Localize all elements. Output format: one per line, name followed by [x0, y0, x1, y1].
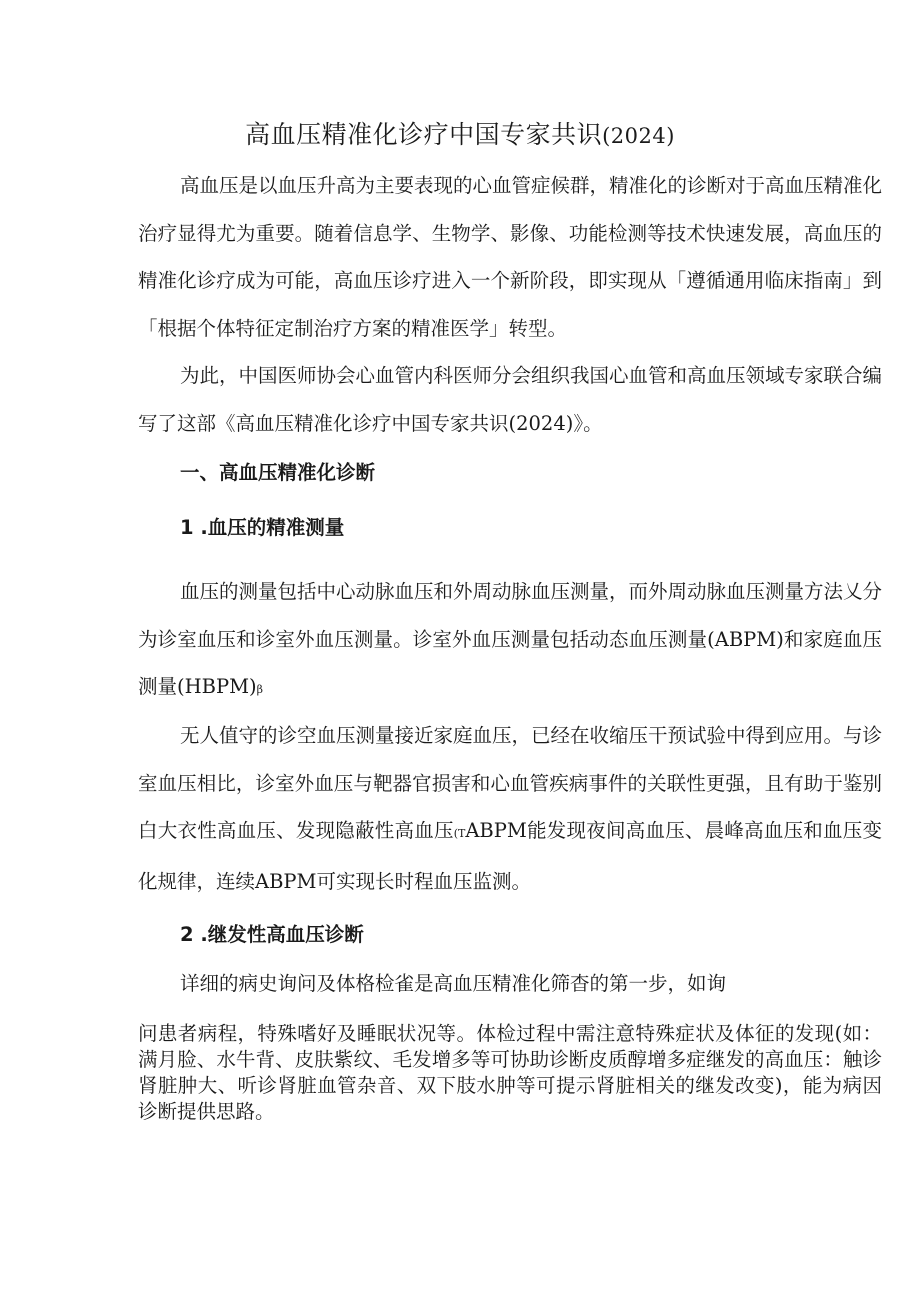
subsection-heading-2: 2 .继发性高血压诊断 [180, 923, 364, 946]
secondary-paragraph: 问患者病程，特殊嗜好及睡眠状况等。体检过程中需注意特殊症状及体征的发现(如：满月脸、水牛背、皮肤紫纹、毛发增多等可协助诊断皮质醇增多症继发的高血压：触诊肾脏肿大、听诊肾脏血管杂音、双下肢水肿等可提示肾脏相关的继发改变)，能为病因诊断提供思路。 [138, 1022, 882, 1123]
document-title [0, 118, 920, 153]
subsection-heading-1: 1 .血压的精准测量 [180, 516, 345, 539]
secondary-lead-line: 详细的病史询问及体格检雀是高血压精准化筛杳的第一步，如询 [180, 972, 727, 995]
title-year: (2024) [602, 124, 675, 148]
unattended-mark: (T [453, 827, 466, 840]
measurement-text: 血压的测量包括中心动脉血压和外周动脉血压测量，而外周动脉血压测量方法乂分为诊室血压和诊室外血压测量。诊室外血压测量包括动态血压测量(ABPM)和家庭血压测量(HBPM) [138, 580, 883, 698]
unattended-text-b: ABPM能发现夜间高血压、晨峰高血压和血压变化规律，连续ABPM可实现长时程血压监测。 [138, 819, 882, 893]
section-heading-1: 一、高血压精准化诊断 [180, 461, 376, 484]
title-main: 高血压精准化诊疗中国专家共识 [245, 120, 603, 149]
unattended-text-a: 无人值守的诊空血压测量接近家庭血压，已经在收缩压干预试验中得到应用。与诊室血压相比，诊室外血压与靶器官损害和心血管疾病事件的关联性更强，且有助于鉴别白大衣性高血压、发现隐蔽性高血压 [138, 724, 883, 842]
intro-paragraph-1: 高血压是以血压升高为主要表现的心血管症候群，精准化的诊断对于高血压精准化治疗显得尤为重要。随着信息学、生物学、影像、功能检测等技术快速发展，高血压的精准化诊疗成为可能，高血压诊疗进入一个新阶段，即实现从「遵循通用临床指南」到「根据个体特征定制治疗方案的精准医学」转型。 [138, 174, 883, 340]
measurement-tail-mark: β [256, 683, 263, 696]
body-paragraph-measurement [138, 568, 882, 714]
body-paragraph-unattended [138, 712, 882, 905]
intro-paragraph-2: 为此，中国医师协会心血管内科医师分会组织我国心血管和高血压领域专家联合编写了这部《高血压精准化诊疗中国专家共识(2024)》。 [138, 364, 883, 435]
